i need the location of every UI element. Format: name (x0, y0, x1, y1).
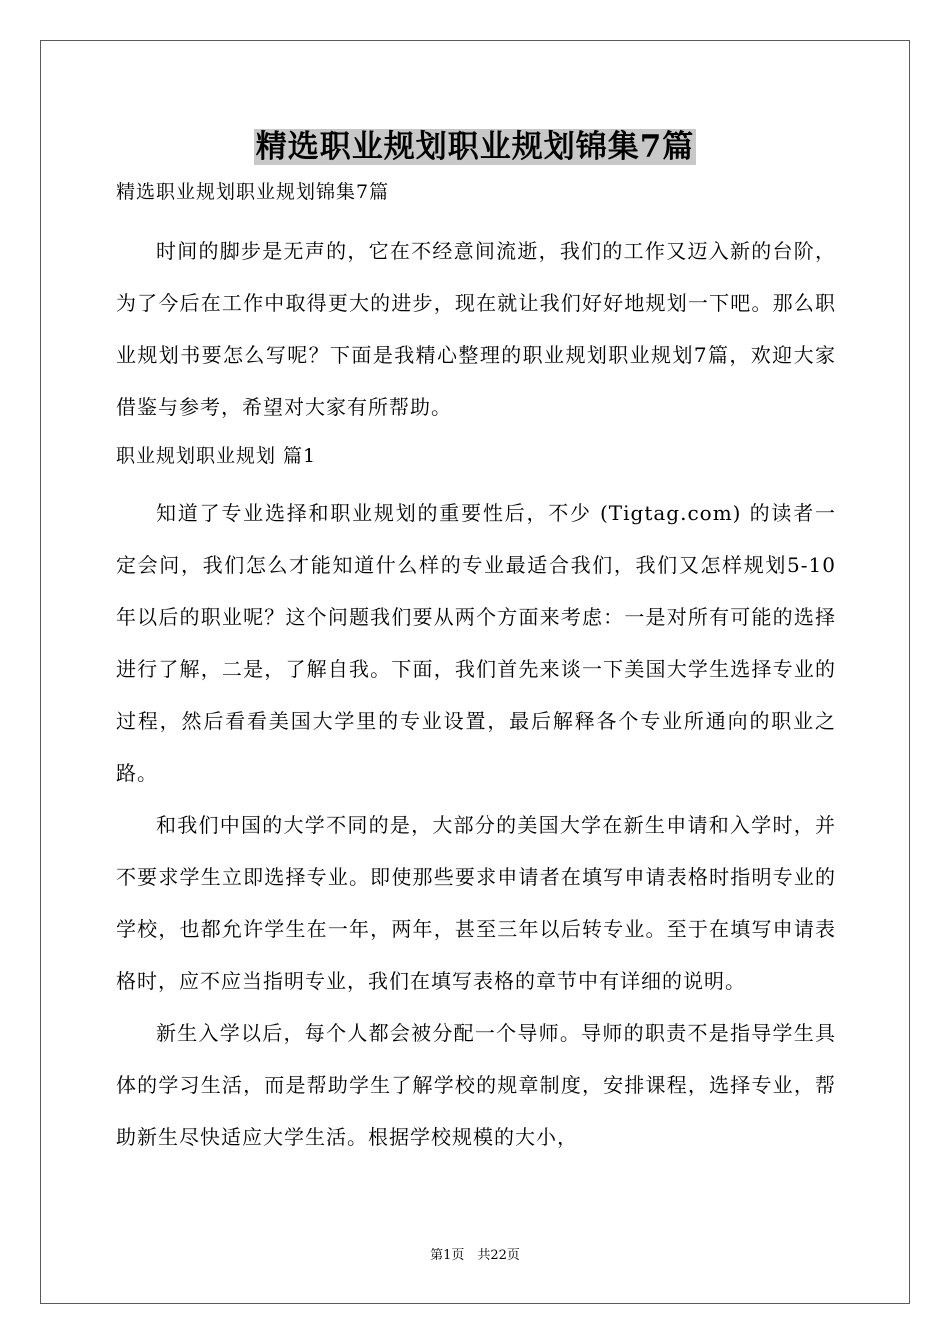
document-body (116, 179, 836, 1163)
intro-paragraph: 时间的脚步是无声的，它在不经意间流逝，我们的工作又迈入新的台阶，为了今后在工作中取得更大的进步，现在就让我们好好地规划一下吧。那么职业规划书要怎么写呢？下面是我精心整理的职业规划职业规划7篇，欢迎大家借鉴与参考，希望对大家有所帮助。 (116, 239, 836, 419)
page-footer: 第1页 共22页 (430, 1248, 520, 1263)
document-title (0, 124, 950, 170)
body-paragraph-1: 知道了专业选择和职业规划的重要性后，不少 (Tigtag.com) 的读者一定会问，我们怎么才能知道什么样的专业最适合我们，我们又怎样规划5-10年以后的职业呢？这个问题我们要从两个方面来考虑：一是对所有可能的选择进行了解，二是，了解自我。下面，我们首先来谈一下美国大学生选择专业的过程，然后看看美国大学里的专业设置，最后解释各个专业所通向的职业之路。 (116, 501, 836, 785)
body-paragraph-2: 和我们中国的大学不同的是，大部分的美国大学在新生申请和入学时，并不要求学生立即选择专业。即使那些要求申请者在填写申请表格时指明专业的学校，也都允许学生在一年，两年，甚至三年以后转专业。至于在填写申请表格时，应不应当指明专业，我们在填写表格的章节中有详细的说明。 (116, 813, 836, 993)
document-subtitle: 精选职业规划职业规划锦集7篇 (116, 181, 390, 203)
document-title-text: 精选职业规划职业规划锦集7篇 (255, 129, 695, 165)
body-paragraph-3: 新生入学以后，每个人都会被分配一个导师。导师的职责不是指导学生具体的学习生活，而是帮助学生了解学校的规章制度，安排课程，选择专业，帮助新生尽快适应大学生活。根据学校规模的大小， (116, 1021, 836, 1149)
section-heading: 职业规划职业规划 篇1 (116, 445, 317, 467)
